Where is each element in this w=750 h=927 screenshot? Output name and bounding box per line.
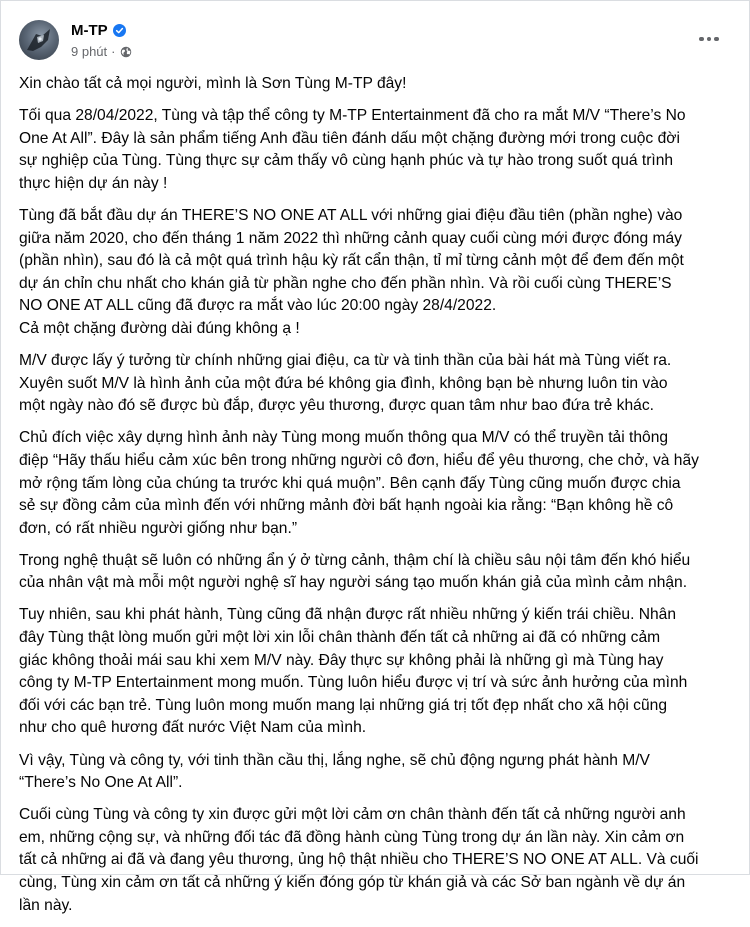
post-paragraph: Vì vậy, Tùng và công ty, với tinh thần cầu thị, lắng nghe, sẽ chủ động ngưng phát hành M/V “There’s No One At All”. <box>19 751 650 792</box>
verified-badge-icon <box>113 24 126 37</box>
post-header <box>19 15 132 65</box>
post-subinfo <box>71 43 132 61</box>
post-paragraph: Cuối cùng Tùng và công ty xin được gửi một lời cảm ơn chân thành đến tất cả những người anh em, những cộng sự, và những đối tác đã đồng hành cùng Tùng trong dự án lần này. Xin cảm ơn tất cả những ai đã và đang yêu thương, ủng hộ thật nhiều cho THERE’S NO ONE AT ALL. Và cuối cùng, Tùng xin cảm ơn tất cả những ý kiến đóng góp từ khán giả và các Sở ban ngành về dự án lần này. <box>19 806 699 914</box>
more-options-icon[interactable] <box>691 25 727 53</box>
post-meta <box>71 20 132 61</box>
post-timestamp[interactable]: 9 phút <box>71 44 108 59</box>
author-row <box>71 20 132 42</box>
post-paragraph: Trong nghệ thuật sẽ luôn có những ẩn ý ở từng cảnh, thậm chí là chiều sâu nội tâm đến khó hiểu của nhân vật mà mỗi một người nghệ sĩ hay người sáng tạo muốn khán giả của mình cảm nhận. <box>19 551 691 592</box>
post-paragraph: Tối qua 28/04/2022, Tùng và tập thể công ty M-TP Entertainment đã cho ra mắt M/V “There’s No One At All”. Đây là sản phẩm tiếng Anh đầu tiên đánh dấu một chặng đường mới trong cuộc đời sự nghiệp của Tùng. Tùng thực sự cảm thấy vô cùng hạnh phúc và tự hào trong suốt quá trình thực hiện dự án này ! <box>19 107 686 192</box>
more-dot <box>714 37 719 42</box>
more-dot <box>707 37 712 42</box>
post-paragraph: Xin chào tất cả mọi người, mình là Sơn Tùng M-TP đây! <box>19 75 407 92</box>
post-paragraph: Tuy nhiên, sau khi phát hành, Tùng cũng đã nhận được rất nhiều những ý kiến trái chiều. Nhân đây Tùng thật lòng muốn gửi một lời xin lỗi chân thành đến tất cả những ai đã có những cảm giác không thoải mái sau khi xem M/V này. Đây thực sự không phải là những gì mà Tùng hay công ty M-TP Entertainment mong muốn. Tùng luôn hiểu được vị trí và sức ảnh hưởng của mình đối với các bạn trẻ. Tùng luôn mong muốn mang lại những giá trị tốt đẹp nhất cho xã hội cũng như cho quê hương đất nước Việt Nam của mình. <box>19 606 688 737</box>
post-body <box>19 73 735 927</box>
author-avatar[interactable] <box>19 20 59 60</box>
post-paragraph: M/V được lấy ý tưởng từ chính những giai điệu, ca từ và tinh thần của bài hát mà Tùng viết ra. Xuyên suốt M/V là hình ảnh của một đứa bé không gia đình, không bạn bè nhưng luôn tin vào một ngày nào đó sẽ được bù đắp, được yêu thương, được quan tâm như bao đứa trẻ khác. <box>19 352 672 415</box>
author-name[interactable]: M-TP <box>71 22 108 39</box>
separator-dot: · <box>111 44 116 59</box>
more-dot <box>699 37 704 42</box>
post-paragraph: Chủ đích việc xây dựng hình ảnh này Tùng mong muốn thông qua M/V có thể truyền tải thông điệp “Hãy thấu hiểu cảm xúc bên trong những người cô đơn, hiểu để yêu thương, che chở, và hãy mở rộng tấm lòng của chúng ta trước khi quá muộn”. Bên cạnh đấy Tùng cũng muốn được chia sẻ sự đồng cảm của mình đến với những mảnh đời bất hạnh ngoài kia rằng: “Bạn không hề cô đơn, có rất nhiều người giống như bạn.” <box>19 429 699 537</box>
post-paragraph: Tùng đã bắt đầu dự án THERE’S NO ONE AT ALL với những giai điệu đầu tiên (phần nghe) vào giữa năm 2020, cho đến tháng 1 năm 2022 thì những cảnh quay cuối cùng mới được đóng máy (phần nhìn), sau đó là cả một quá trình hậu kỳ rất cẩn thận, tỉ mỉ từng cảnh một để đem đến một dự án chỉn chu nhất cho khán giả từ phần nghe cho đến phần nhìn. Và rồi cuối cùng THERE’S NO ONE AT ALL cũng đã được ra mắt vào lúc 20:00 ngày 28/4/2022. Cả một chặng đường dài đúng không ạ ! <box>19 206 684 337</box>
globe-icon[interactable] <box>120 46 132 58</box>
